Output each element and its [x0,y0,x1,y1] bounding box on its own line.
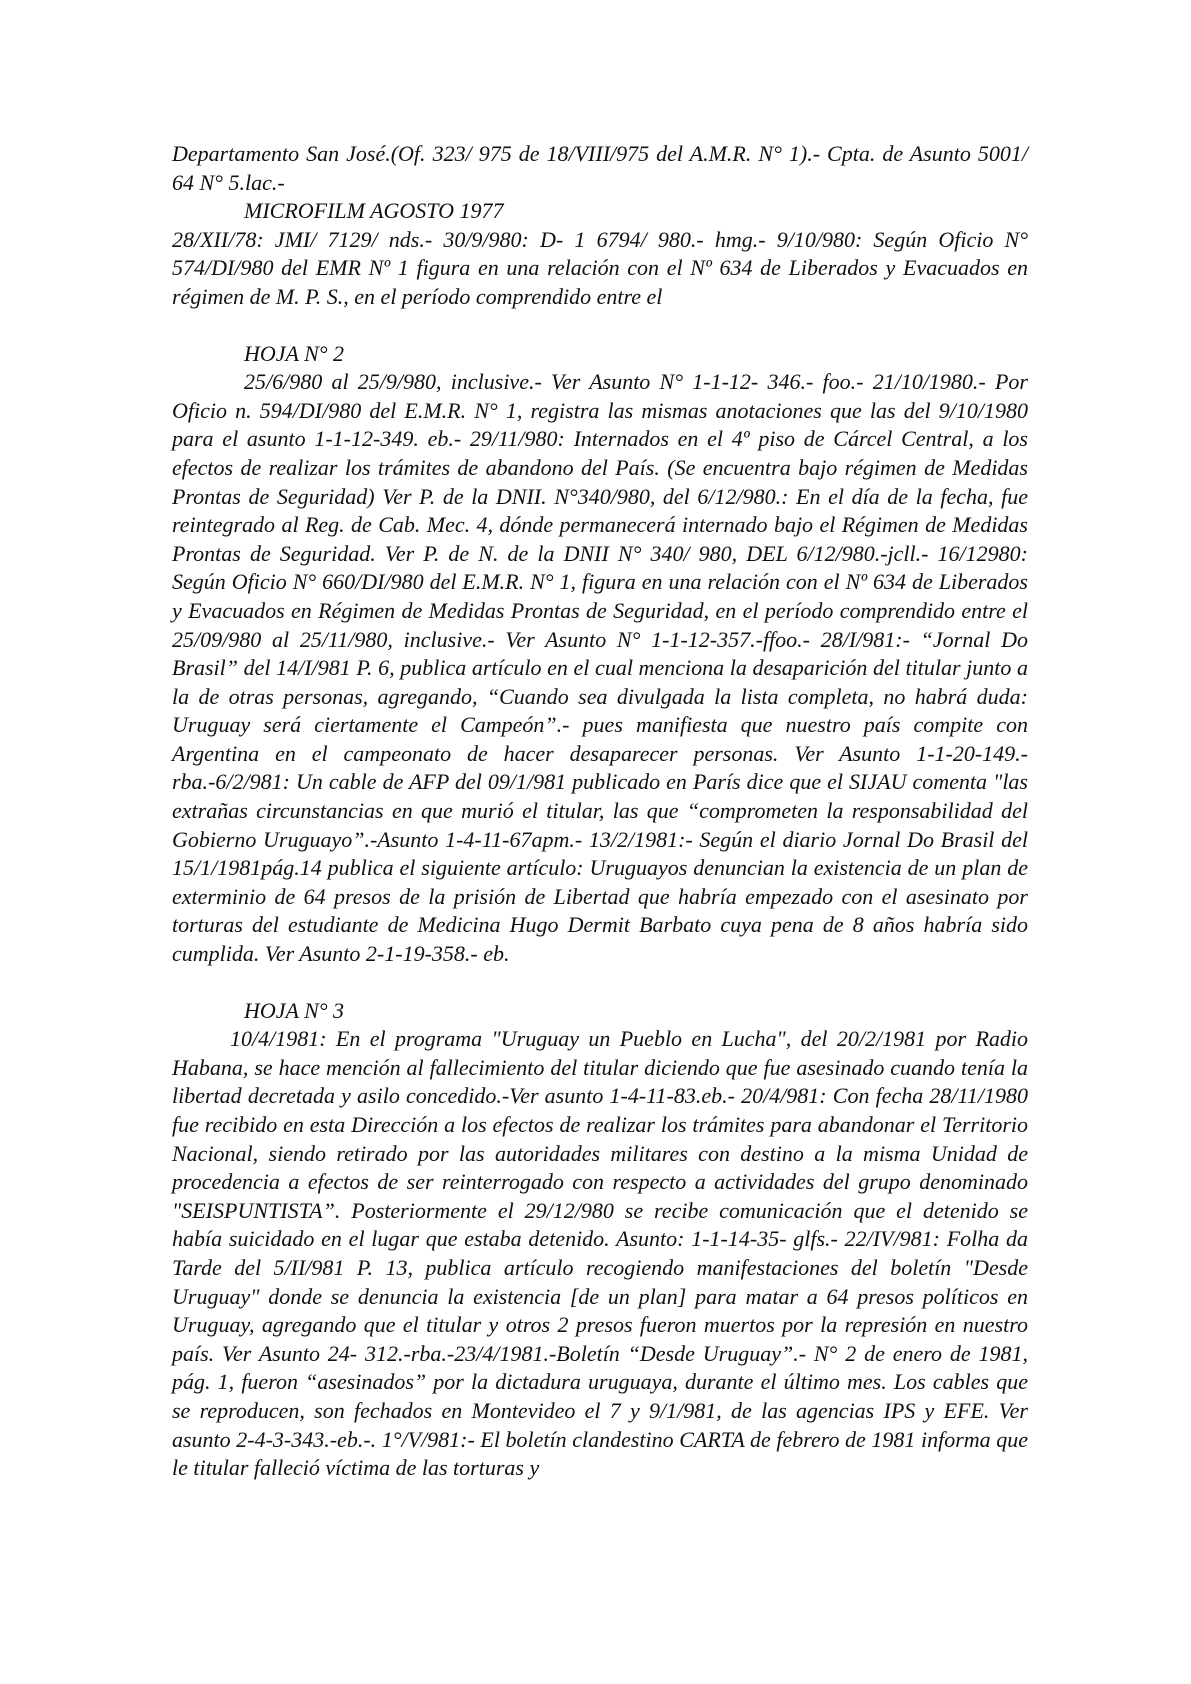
hoja-3-paragraph: 10/4/1981: En el programa "Uruguay un Pueblo en Lucha", del 20/2/1981 por Radio Habana, se hace mención al fallecimiento del titular diciendo que fue asesinado cuando tenía la libertad decretada y asilo concedido.-Ver asunto 1-4-11-83.eb.- 20/4/981: Con fecha 28/11/1980 fue recibido en esta Dirección a los efectos de realizar los trámites para abandonar el Territorio Nacional, siendo retirado por las autoridades militares con destino a la misma Unidad de procedencia a efectos de ser reinterrogado con respecto a actividades del grupo denominado "SEISPUNTISTA”. Posteriormente el 29/12/980 se recibe comunicación que el detenido se había suicidado en el lugar que estaba detenido. Asunto: 1-1-14-35- glfs.- 22/IV/981: Folha da Tarde del 5/II/981 P. 13, publica artículo recogiendo manifestaciones del boletín "Desde Uruguay" donde se denuncia la existencia [de un plan] para matar a 64 presos políticos en Uruguay, agregando que el titular y otros 2 presos fueron muertos por la represión en nuestro país. Ver Asunto 24- 312.-rba.-23/4/1981.-Boletín “Desde Uruguay”.- N° 2 de enero de 1981, pág. 1, fueron “asesinados” por la dictadura uruguaya, durante el último mes. Los cables que se reproducen, son fechados en Montevideo el 7 y 9/1/981, de las agencias IPS y EFE. Ver asunto 2-4-3-343.-eb.-. 1°/V/981:- El boletín clandestino CARTA de febrero de 1981 informa que le titular falleció víctima de las torturas y [172,1026,1028,1481]
hoja-3-heading: HOJA N° 3 [244,997,345,1023]
intro-paragraph: Departamento San José.(Of. 323/ 975 de 18/VIII/975 del A.M.R. N° 1).- Cpta. de Asunto 5001/ 64 N° 5.lac.- [172,141,1028,195]
section-spacer [172,312,1028,340]
microfilm-heading: MICROFILM AGOSTO 1977 [244,198,504,224]
section-spacer [172,969,1028,997]
entry-1978-paragraph: 28/XII/78: JMI/ 7129/ nds.- 30/9/980: D- 1 6794/ 980.- hmg.- 9/10/980: Según Oficio N° 574/DI/980 del EMR Nº 1 figura en una relación con el Nº 634 de Liberados y Evacuados en régimen de M. P. S., en el período comprendido entre el [172,226,1028,309]
hoja-2-heading: HOJA N° 2 [244,340,345,366]
document-body [172,140,1028,1483]
hoja-2-paragraph: 25/6/980 al 25/9/980, inclusive.- Ver Asunto N° 1-1-12- 346.- foo.- 21/10/1980.- Por Oficio n. 594/DI/980 del E.M.R. N° 1, registra las mismas anotaciones que las del 9/10/1980 para el asunto 1-1-12-349. eb.- 29/11/980: Internados en el 4º piso de Cárcel Central, a los efectos de realizar los trámites de abandono del País. (Se encuentra bajo régimen de Medidas Prontas de Seguridad) Ver P. de la DNII. N°340/980, del 6/12/980.: En el día de la fecha, fue reintegrado al Reg. de Cab. Mec. 4, dónde permanecerá internado bajo el Régimen de Medidas Prontas de Seguridad. Ver P. de N. de la DNII N° 340/ 980, DEL 6/12/980.-jcll.- 16/12980: Según Oficio N° 660/DI/980 del E.M.R. N° 1, figura en una relación con el Nº 634 de Liberados y Evacuados en Régimen de Medidas Prontas de Seguridad, en el período comprendido entre el 25/09/980 al 25/11/980, inclusive.- Ver Asunto N° 1-1-12-357.-ffoo.- 28/I/981:- “Jornal Do Brasil” del 14/I/981 P. 6, publica artículo en el cual menciona la desaparición del titular junto a la de otras personas, agregando, “Cuando sea divulgada la lista completa, no habrá duda: Uruguay será ciertamente el Campeón”.- pues manifiesta que nuestro país compite con Argentina en el campeonato de hacer desaparecer personas. Ver Asunto 1-1-20-149.-rba.-6/2/981: Un cable de AFP del 09/1/981 publicado en París dice que el SIJAU comenta "las extrañas circunstancias en que murió el titular, las que “comprometen la responsabilidad del Gobierno Uruguayo”.-Asunto 1-4-11-67apm.- 13/2/1981:- Según el diario Jornal Do Brasil del 15/1/1981pág.14 publica el siguiente artículo: Uruguayos denuncian la existencia de un plan de exterminio de 64 presos de la prisión de Libertad que habría empezado con el asesinato por torturas del estudiante de Medicina Hugo Dermit Barbato cuya pena de 8 años habría sido cumplida. Ver Asunto 2-1-19-358.- eb. [172,369,1028,967]
